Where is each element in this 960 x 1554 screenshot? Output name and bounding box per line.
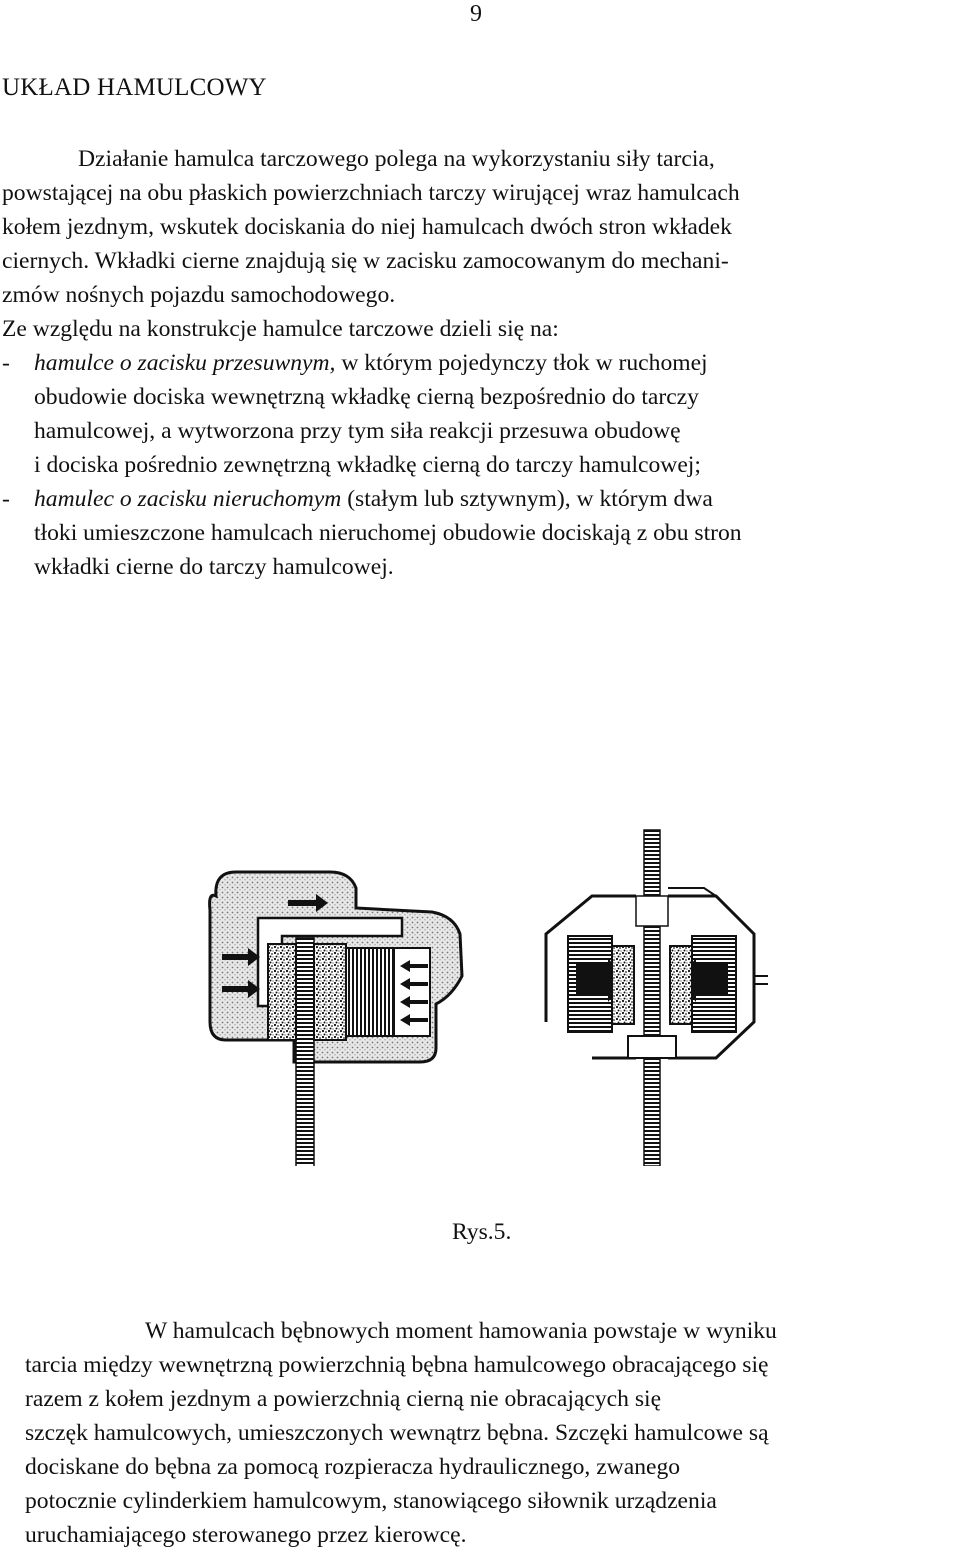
list-item-floating-caliper	[2, 346, 960, 482]
list-dash: -	[2, 350, 10, 376]
paragraph-line: ciernych. Wkładki cierne znajdują się w zacisku zamocowanym do mechani-	[2, 248, 729, 274]
list-line: obudowie dociska wewnętrzną wkładkę cierną bezpośrednio do tarczy	[34, 384, 699, 410]
list-dash: -	[2, 486, 10, 512]
list-line: hamulcowej, a wytworzona przy tym siła reakcji przesuwa obudowę	[34, 418, 681, 444]
fixed-caliper-diagram	[546, 830, 768, 1166]
paragraph-line: uruchamiającego sterowanego przez kierowcę.	[25, 1522, 467, 1548]
floating-caliper-diagram	[210, 872, 462, 1166]
list-term: hamulec o zacisku nieruchomym	[34, 486, 342, 512]
page-number: 9	[470, 1, 482, 27]
paragraph-drum-brake	[25, 1314, 960, 1552]
brake-caliper-figure	[196, 826, 786, 1166]
list-line: w którym pojedynczy tłok w ruchomej	[335, 350, 708, 376]
list-line: wkładki cierne do tarczy hamulcowej.	[34, 554, 394, 580]
paragraph-line: dociskane do bębna za pomocą rozpieracza hydraulicznego, zwanego	[25, 1454, 681, 1480]
paragraph-line: powstającej na obu płaskich powierzchniach tarczy wirującej wraz hamulcach	[2, 180, 740, 206]
list-item-fixed-caliper	[2, 482, 960, 584]
paragraph-line: razem z kołem jezdnym a powierzchnią cierną nie obracających się	[25, 1386, 662, 1412]
paragraph-line: Działanie hamulca tarczowego polega na wykorzystaniu siły tarcia,	[78, 146, 715, 172]
paragraph-line: szczęk hamulcowych, umieszczonych wewnątrz bębna. Szczęki hamulcowe są	[25, 1420, 769, 1446]
paragraph-line: W hamulcach bębnowych moment hamowania powstaje w wyniku	[145, 1318, 777, 1344]
paragraph-disc-brake-intro	[2, 142, 960, 312]
list-line: (stałym lub sztywnym), w którym dwa	[341, 486, 713, 512]
list-line: i dociska pośrednio zewnętrzną wkładkę cierną do tarczy hamulcowej;	[34, 452, 701, 478]
paragraph-classification: Ze względu na konstrukcje hamulce tarczowe dzieli się na:	[2, 316, 559, 342]
figure-caption: Rys.5.	[452, 1219, 512, 1245]
list-line: tłoki umieszczone hamulcach nieruchomej obudowie dociskają z obu stron	[34, 520, 742, 546]
section-heading: UKŁAD HAMULCOWY	[2, 74, 267, 101]
paragraph-line: tarcia między wewnętrzną powierzchnią bębna hamulcowego obracającego się	[25, 1352, 769, 1378]
paragraph-line: kołem jezdnym, wskutek dociskania do niej hamulcach dwóch stron wkładek	[2, 214, 732, 240]
paragraph-line: zmów nośnych pojazdu samochodowego.	[2, 282, 396, 308]
list-term: hamulce o zacisku przesuwnym,	[34, 350, 336, 376]
paragraph-line: potocznie cylinderkiem hamulcowym, stanowiącego siłownik urządzenia	[25, 1488, 717, 1514]
